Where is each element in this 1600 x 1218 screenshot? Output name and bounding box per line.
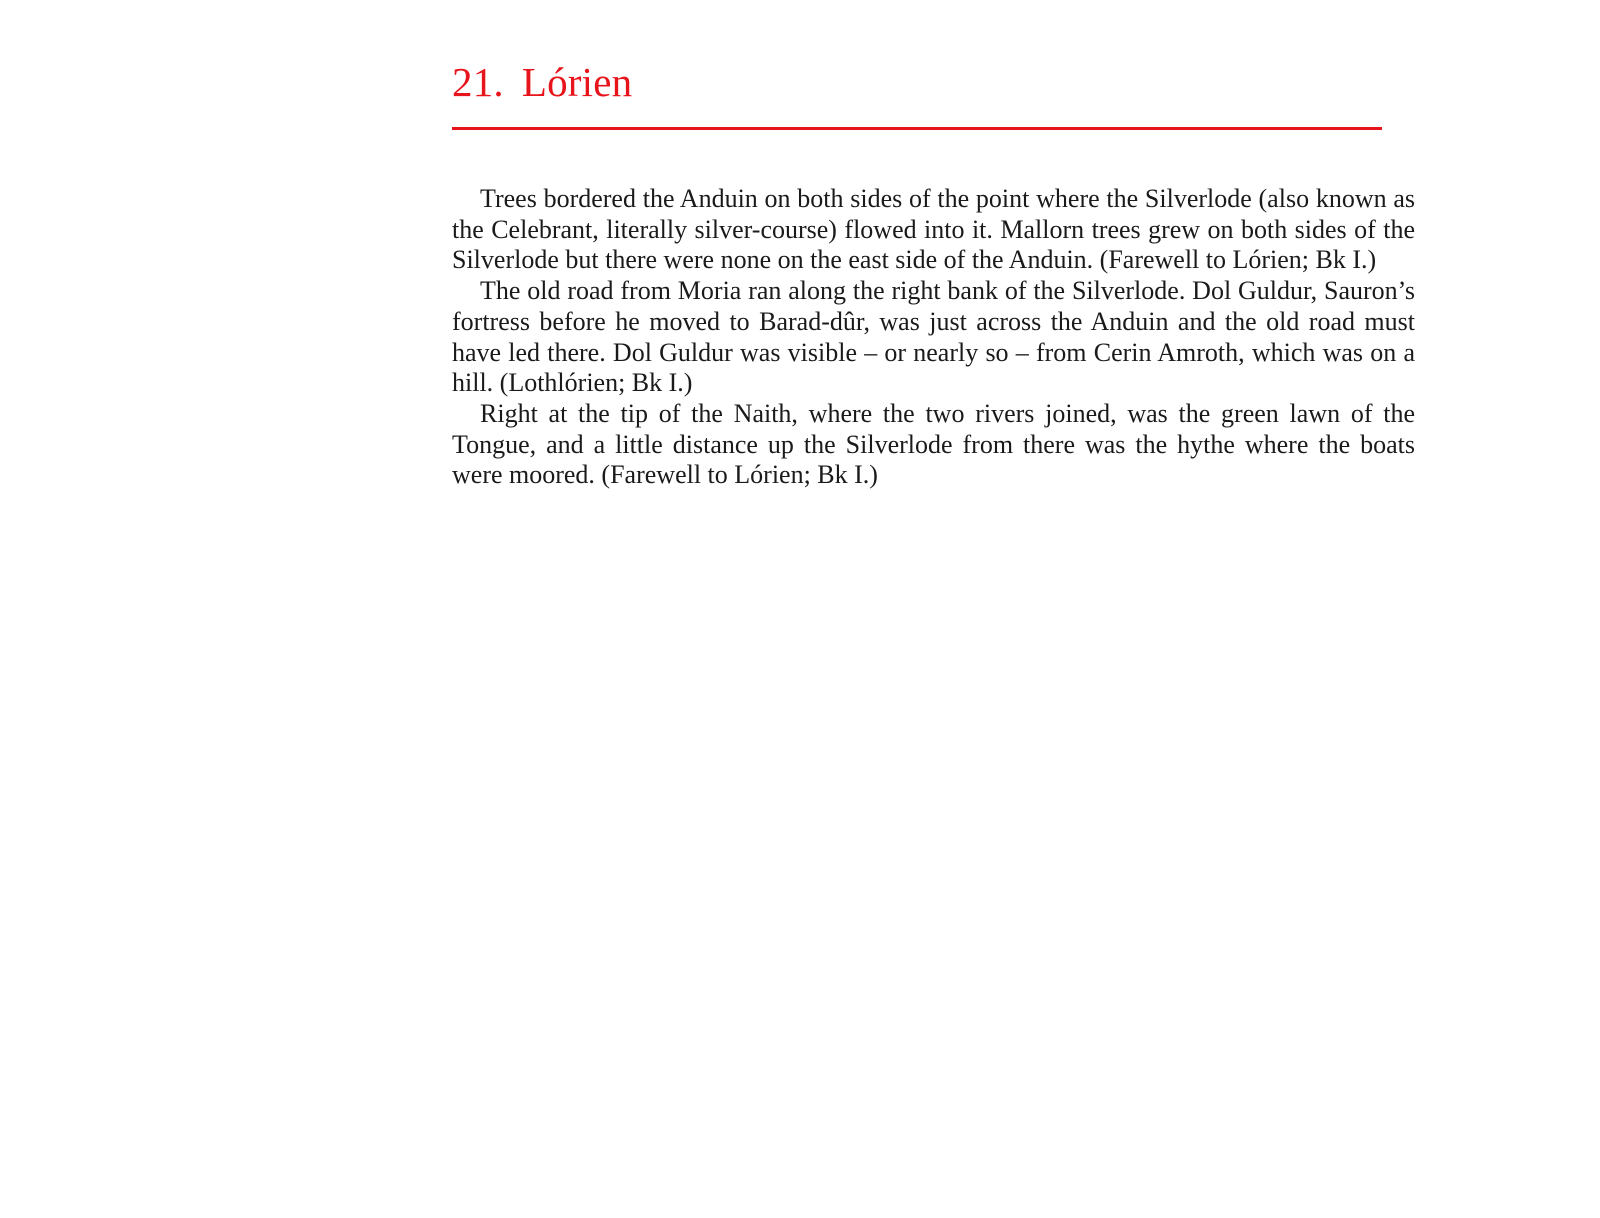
chapter-heading [452, 59, 633, 105]
paragraph-3: Right at the tip of the Naith, where the two rivers joined, was the green lawn of the Tongue, and a little distance up the Silverlode from there was the hythe where the boats were moored. (Farewell to Lórien; Bk I.) [452, 398, 1415, 490]
paragraph-2: The old road from Moria ran along the right bank of the Silverlode. Dol Guldur, Sauron’s fortress before he moved to Barad-dûr, was just across the Anduin and the old road must have led there. Dol Guldur was visible – or nearly so – from Cerin Amroth, which was on a hill. (Lothlórien; Bk I.) [452, 276, 1415, 398]
chapter-title: Lórien [521, 59, 633, 105]
body-text [452, 184, 1415, 491]
heading-rule [452, 127, 1382, 130]
chapter-number: 21. [452, 59, 504, 105]
paragraph-1: Trees bordered the Anduin on both sides of the point where the Silverlode (also known as the Celebrant, literally silver-course) flowed into it. Mallorn trees grew on both sides of the Silverlode but there were none on the east side of the Anduin. (Farewell to Lórien; Bk I.) [452, 184, 1415, 275]
